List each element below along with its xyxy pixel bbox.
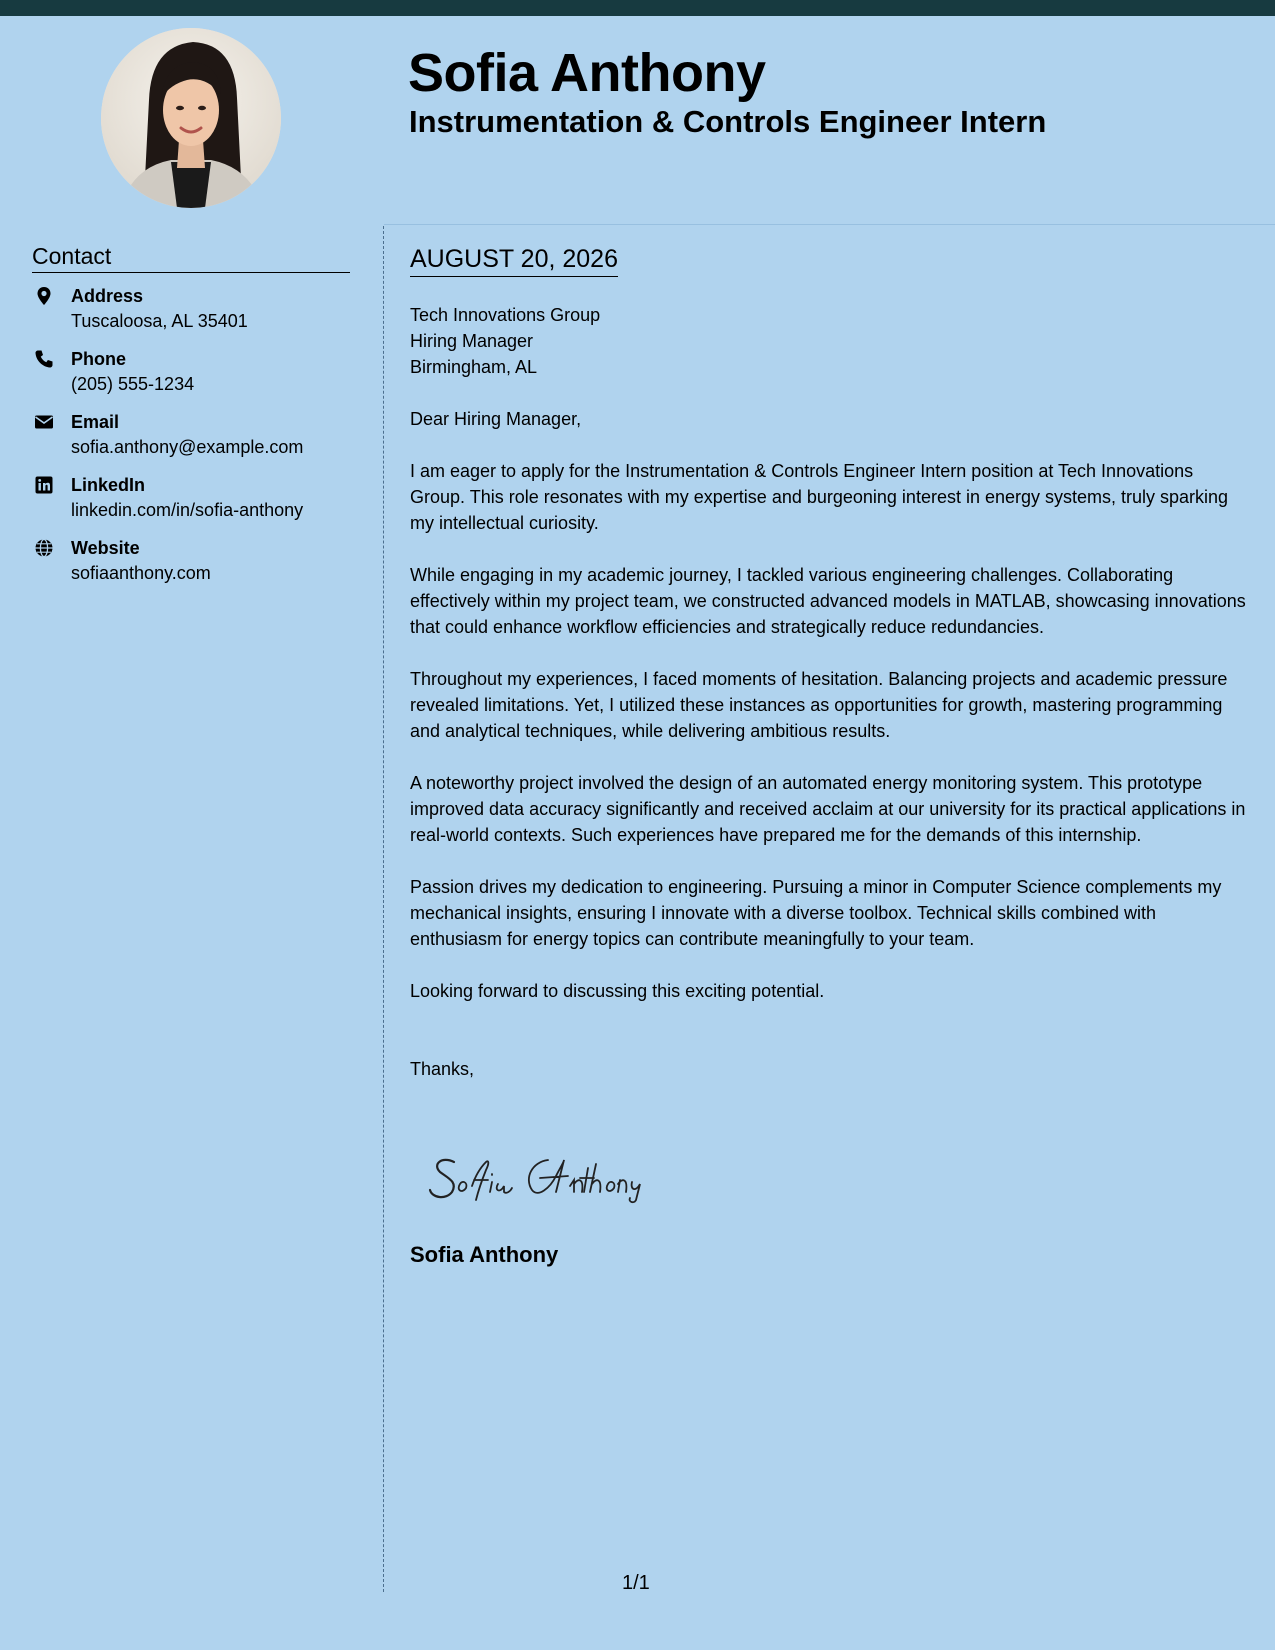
profile-photo bbox=[101, 28, 281, 208]
letter-body bbox=[410, 302, 1250, 1082]
letter-paragraph: Passion drives my dedication to engineering. Pursuing a minor in Computer Science complements my mechanical insights, ensuring I innovate with a diverse toolbox. Technical skills combined with enthusiasm for energy topics can contribute meaningfully to your team. bbox=[410, 877, 1222, 949]
page-number: 1/1 bbox=[622, 1572, 650, 1594]
contact-list bbox=[32, 284, 362, 599]
envelope-icon bbox=[34, 412, 54, 432]
contact-value: Tuscaloosa, AL 35401 bbox=[71, 311, 248, 331]
contact-label: LinkedIn bbox=[71, 475, 146, 495]
top-accent-bar bbox=[0, 0, 1275, 16]
letter-paragraph: Throughout my experiences, I faced moments of hesitation. Balancing projects and academic pressure revealed limitations. Yet, I utilized these instances as opportunities for growth, mastering programming and analytical techniques, while delivering ambitious results. bbox=[410, 669, 1228, 741]
contact-value[interactable]: sofiaanthony.com bbox=[71, 563, 211, 583]
recipient-title: Hiring Manager bbox=[410, 331, 534, 351]
contact-item-phone bbox=[32, 347, 362, 410]
column-divider bbox=[383, 226, 384, 1592]
contact-value: (205) 555-1234 bbox=[71, 374, 195, 394]
contact-item-linkedin bbox=[32, 473, 362, 536]
globe-icon bbox=[34, 538, 54, 558]
recipient-company: Tech Innovations Group bbox=[410, 305, 601, 325]
applicant-name: Sofia Anthony bbox=[408, 43, 766, 103]
recipient-location: Birmingham, AL bbox=[410, 357, 538, 377]
contact-item-website bbox=[32, 536, 362, 599]
contact-label: Website bbox=[71, 538, 140, 558]
contact-label: Address bbox=[71, 286, 144, 306]
letter-paragraph: A noteworthy project involved the design of an automated energy monitoring system. This prototype improved data accuracy significantly and received acclaim at our university for its practical applications in real-world contexts. Such experiences have prepared me for the demands of this internship. bbox=[410, 773, 1246, 845]
contact-label: Phone bbox=[71, 349, 127, 369]
contact-value[interactable]: linkedin.com/in/sofia-anthony bbox=[71, 500, 304, 520]
closing: Thanks, bbox=[410, 1059, 475, 1079]
job-title: Instrumentation & Controls Engineer Intern bbox=[409, 104, 1047, 139]
handwritten-signature bbox=[428, 1148, 658, 1209]
contact-heading: Contact bbox=[32, 240, 350, 273]
letter-paragraph: While engaging in my academic journey, I tackled various engineering challenges. Collaborating effectively within my project team, we constructed advanced models in MATLAB, showcasing innovations that could enhance workflow efficiencies and strategically reduce redundancies. bbox=[410, 565, 1246, 637]
linkedin-icon bbox=[34, 475, 54, 495]
phone-icon bbox=[34, 349, 54, 369]
contact-value: sofia.anthony@example.com bbox=[71, 437, 304, 457]
letter-paragraph: I am eager to apply for the Instrumentation & Controls Engineer Intern position at Tech Innovations Group. This role resonates with my expertise and burgeoning interest in energy systems, truly sparking my intellectual curiosity. bbox=[410, 461, 1229, 533]
contact-item-email bbox=[32, 410, 362, 473]
letter-paragraph: Looking forward to discussing this exciting potential. bbox=[410, 981, 825, 1001]
map-pin-icon bbox=[34, 286, 54, 306]
letter-date: AUGUST 20, 2026 bbox=[410, 242, 618, 277]
contact-item-address bbox=[32, 284, 362, 347]
signed-name: Sofia Anthony bbox=[410, 1242, 559, 1267]
salutation: Dear Hiring Manager, bbox=[410, 409, 582, 429]
contact-label: Email bbox=[71, 412, 120, 432]
header-divider bbox=[384, 224, 1275, 225]
recipient-block bbox=[410, 302, 1250, 380]
